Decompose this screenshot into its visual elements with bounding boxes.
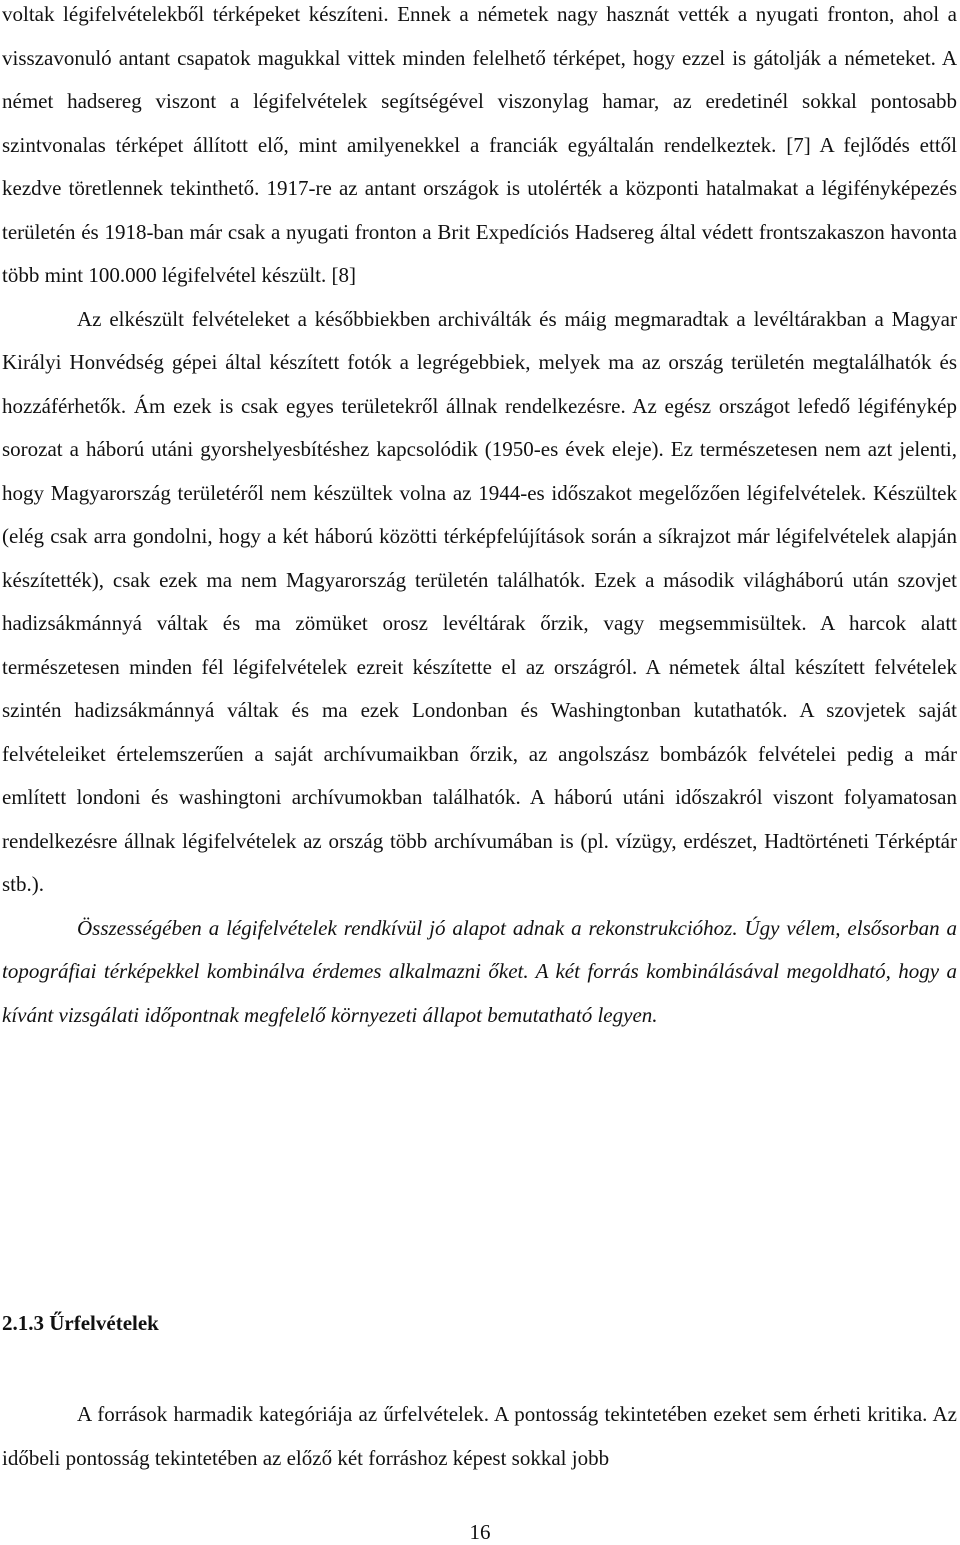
paragraph-continuation: voltak légifelvételekből térképeket készíteni. Ennek a németek nagy hasznát vették a nyugati fronton, ahol a visszavonuló antant csapatok magukkal vittek minden felelhető térképet, hogy ezzel is gátolják a németeket. A német hadsereg viszont a légifelvételek segítségével viszonylag hamar, az eredetinél sokkal pontosabb szintvonalas térképet állított elő, mint amilyenekkel a franciák egyáltalán rendelkeztek. [7] A fejlődés ettől kezdve töretlennek tekinthető. 1917-re az antant országok is utolérték a központi hatalmakat a légifényképezés területén és 1918-ban már csak a nyugati fronton a Brit Expedíciós Hadsereg által védett frontszakaszon havonta több mint 100.000 légifelvétel készült. [8] xyxy=(2,2,957,287)
body-text xyxy=(2,0,957,1037)
page-number: 16 xyxy=(469,1520,491,1544)
paragraph-satellite: A források harmadik kategóriája az űrfelvételek. A pontosság tekintetében ezeket sem érheti kritika. Az időbeli pontosság tekintetében az előző két forráshoz képest sokkal jobb xyxy=(2,1402,957,1470)
section-body xyxy=(2,1393,957,1480)
section-heading: 2.1.3 Űrfelvételek xyxy=(2,1311,159,1335)
paragraph-archives: Az elkészült felvételeket a későbbiekben archiválták és máig megmaradtak a levéltárakban a Magyar Királyi Honvédség gépei által készített fotók a legrégebbiek, melyek ma az ország területén megtalálhatók és hozzáférhetők. Ám ezek is csak egyes területekről állnak rendelkezésre. Az egész országot lefedő légifénykép sorozat a háború utáni gyorshelyesbítéshez kapcsolódik (1950-es évek eleje). Ez természetesen nem azt jelenti, hogy Magyarország területéről nem készültek volna az 1944-es időszakot megelőzően légifelvételek. Készültek (elég csak arra gondolni, hogy a két háború közötti térképfelújítások során a síkrajzot már légifelvételek alapján készítették), csak ezek ma nem Magyarország területén találhatók. Ezek a második világháború után szovjet hadizsákmánnyá váltak és ma zömüket orosz levéltárak őrzik, vagy megsemmisültek. A harcok alatt természetesen minden fél légifelvételek ezreit készítette el az országról. A németek által készített felvételek szintén hadizsákmánnyá váltak és ma ezek Londonban és Washingtonban kutathatók. A szovjetek saját felvételeiket értelemszerűen a saját archívumaikban őrzik, az angolszász bombázók felvételei pedig a már említett londoni és washingtoni archívumokban találhatók. A háború utáni időszakról viszont folyamatosan rendelkezésre állnak légifelvételek az ország több archívumában is (pl. vízügy, erdészet, Hadtörténeti Térképtár stb.). xyxy=(2,306,957,896)
paragraph-summary: Összességében a légifelvételek rendkívül jó alapot adnak a rekonstrukcióhoz. Úgy vélem, elsősorban a topográfiai térképekkel kombinálva érdemes alkalmazni őket. A két forrás kombinálásával megoldható, hogy a kívánt vizsgálati időpontnak megfelelő környezeti állapot bemutatható legyen. xyxy=(2,915,957,1027)
